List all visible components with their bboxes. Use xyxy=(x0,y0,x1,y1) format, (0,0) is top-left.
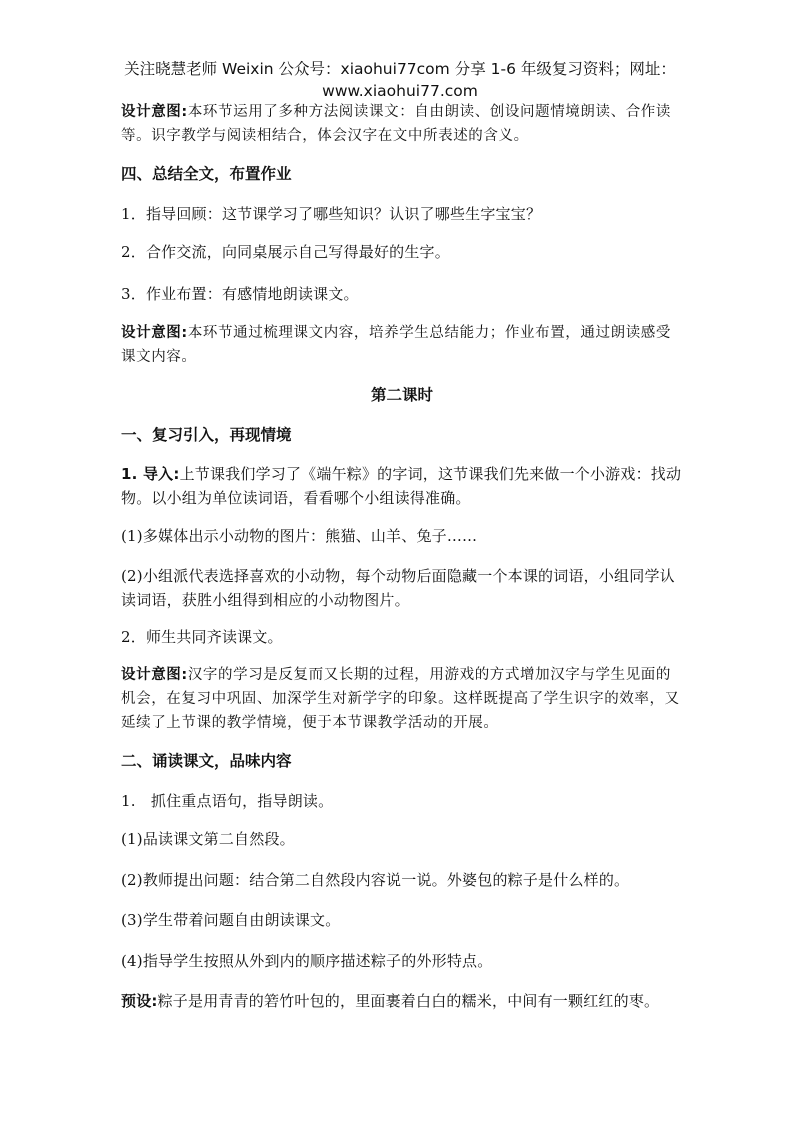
design-intent-paragraph xyxy=(121,663,683,735)
section-heading: 二、诵读课文，品味内容 xyxy=(121,752,292,770)
list-item: (4)指导学生按照从外到内的顺序描述粽子的外形特点。 xyxy=(121,952,493,970)
list-item: (3)学生带着问题自由朗读课文。 xyxy=(121,911,341,929)
list-item: (1)品读课文第二自然段。 xyxy=(121,830,295,848)
design-intent-text: 本环节通过梳理课文内容，培养学生总结能力；作业布置，通过朗读感受课文内容。 xyxy=(121,325,672,365)
list-item: 1. 抓住重点语句，指导朗读。 xyxy=(121,792,334,810)
lesson-title: 第二课时 xyxy=(370,386,433,404)
intro-text: 上节课我们学习了《端午粽》的字词，这节课我们先来做一个小游戏：找动物。以小组为单位读词语，看看哪个小组读得准确。 xyxy=(121,465,682,507)
header-line-1: 关注晓慧老师 Weixin 公众号：xiaohui77com 分享 1-6 年级复习资料；网址： xyxy=(124,60,676,78)
list-item: 1．指导回顾：这节课学习了哪些知识？认识了哪些生字宝宝？ xyxy=(121,205,542,223)
page-header xyxy=(0,58,800,102)
design-intent-text: 本环节运用了多种方法阅读课文：自由朗读、创设问题情境朗读、合作读等。识字教学与阅读相结合，体会汉字在文中所表述的含义。 xyxy=(121,104,672,144)
list-item: 2．师生共同齐读课文。 xyxy=(121,628,283,646)
list-item: (1)多媒体出示小动物的图片：熊猫、山羊、兔子…… xyxy=(121,527,478,545)
design-intent-label: 设计意图: xyxy=(121,325,188,341)
design-intent-label: 设计意图: xyxy=(121,667,188,683)
design-intent-label: 设计意图: xyxy=(121,104,188,120)
preset-label: 预设: xyxy=(121,992,158,1010)
section-heading: 一、复习引入，再现情境 xyxy=(121,426,292,444)
list-item: (2)小组派代表选择喜欢的小动物，每个动物后面隐藏一个本课的词语，小组同学认读词语，获胜小组得到相应的小动物图片。 xyxy=(121,567,675,609)
list-item: 2．合作交流，向同桌展示自己写得最好的生字。 xyxy=(121,243,450,261)
preset-text: 粽子是用青青的箬竹叶包的，里面裹着白白的糯米，中间有一颗红红的枣。 xyxy=(157,992,660,1010)
design-intent-paragraph xyxy=(121,321,683,369)
intro-label: 1. 导入: xyxy=(121,465,180,483)
list-item: (2)教师提出问题：结合第二自然段内容说一说。外婆包的粽子是什么样的。 xyxy=(121,871,630,889)
preset-answer xyxy=(121,989,683,1013)
list-item: 3．作业布置：有感情地朗读课文。 xyxy=(121,285,359,303)
section-heading: 四、总结全文，布置作业 xyxy=(121,165,292,183)
design-intent-text: 汉字的学习是反复而又长期的过程，用游戏的方式增加汉字与学生见面的机会，在复习中巩固、加深学生对新学字的印象。这样既提高了学生识字的效率，又延续了上节课的教学情境，便于本节课教学活动的开展。 xyxy=(121,667,680,731)
header-line-2: www.xiaohui77.com xyxy=(322,82,478,100)
design-intent-paragraph xyxy=(121,100,683,148)
intro-paragraph xyxy=(121,462,683,510)
